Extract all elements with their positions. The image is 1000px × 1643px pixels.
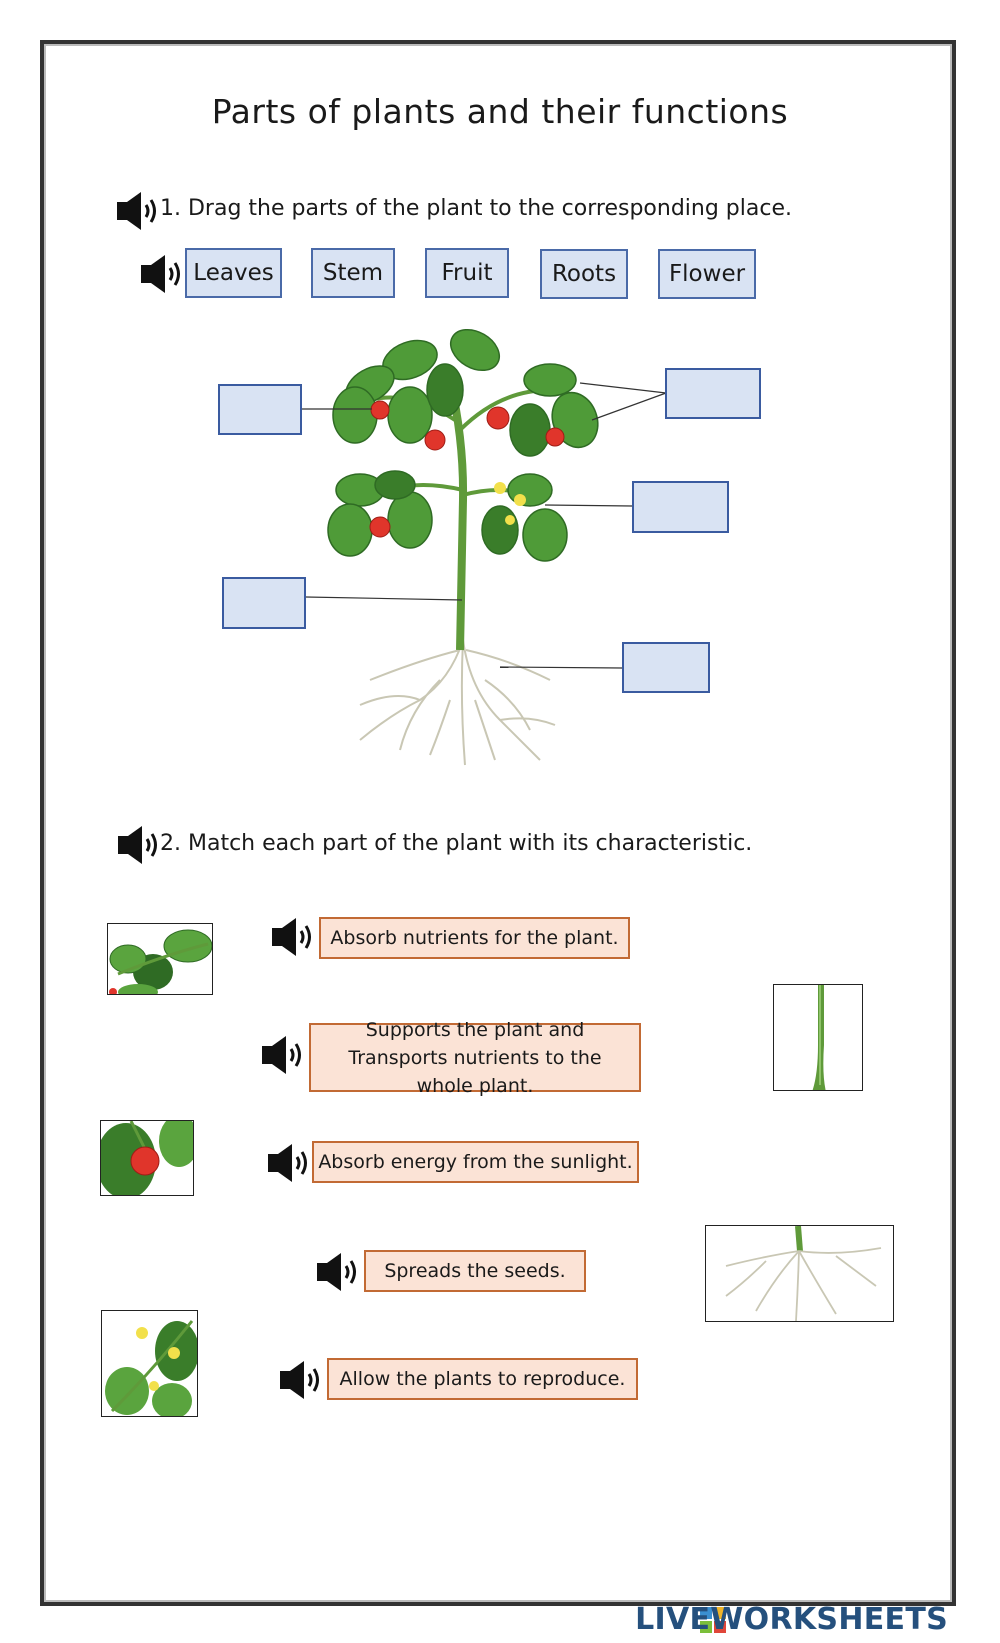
speaker-icon-desc4[interactable] [313,1249,359,1295]
drop-zone-roots[interactable] [622,642,710,693]
thumbnail-stem[interactable] [773,984,863,1091]
roots-image [706,1226,894,1322]
brand-name[interactable]: LIVEWORKSHEETS [635,1602,948,1637]
description-supports-transports[interactable]: Supports the plant and Transports nutrients to the whole plant. [309,1023,641,1092]
question2-text: 2. Match each part of the plant with its characteristic. [160,831,753,856]
thumbnail-roots[interactable] [705,1225,894,1322]
word-chip-fruit[interactable]: Fruit [425,248,509,298]
speaker-icon-question2[interactable] [114,822,160,868]
drop-zone-leaves[interactable] [665,368,761,419]
drop-zone-fruit[interactable] [218,384,302,435]
thumbnail-leaves[interactable] [107,923,213,995]
connector-lines [0,0,1000,800]
description-absorb-energy[interactable]: Absorb energy from the sunlight. [312,1141,639,1183]
page-title: Parts of plants and their functions [211,92,789,131]
word-chip-flower[interactable]: Flower [658,249,756,299]
fruit-image [101,1121,194,1196]
speaker-icon-desc1[interactable] [268,914,314,960]
speaker-icon-desc2[interactable] [258,1032,304,1078]
description-reproduce[interactable]: Allow the plants to reproduce. [327,1358,638,1400]
description-spreads-seeds[interactable]: Spreads the seeds. [364,1250,586,1292]
stem-image [774,985,863,1091]
drop-zone-stem[interactable] [222,577,306,629]
leaves-image [108,924,213,995]
word-chip-stem[interactable]: Stem [311,248,395,298]
thumbnail-flower[interactable] [101,1310,198,1417]
description-absorb-nutrients[interactable]: Absorb nutrients for the plant. [319,917,630,959]
speaker-icon-desc5[interactable] [276,1357,322,1403]
word-chip-roots[interactable]: Roots [540,249,628,299]
drop-zone-flower[interactable] [632,481,729,533]
thumbnail-fruit[interactable] [100,1120,194,1196]
flower-image [102,1311,198,1417]
word-chip-leaves[interactable]: Leaves [185,248,282,298]
speaker-icon-desc3[interactable] [264,1140,310,1186]
question1-text: 1. Drag the parts of the plant to the corresponding place. [160,196,792,221]
